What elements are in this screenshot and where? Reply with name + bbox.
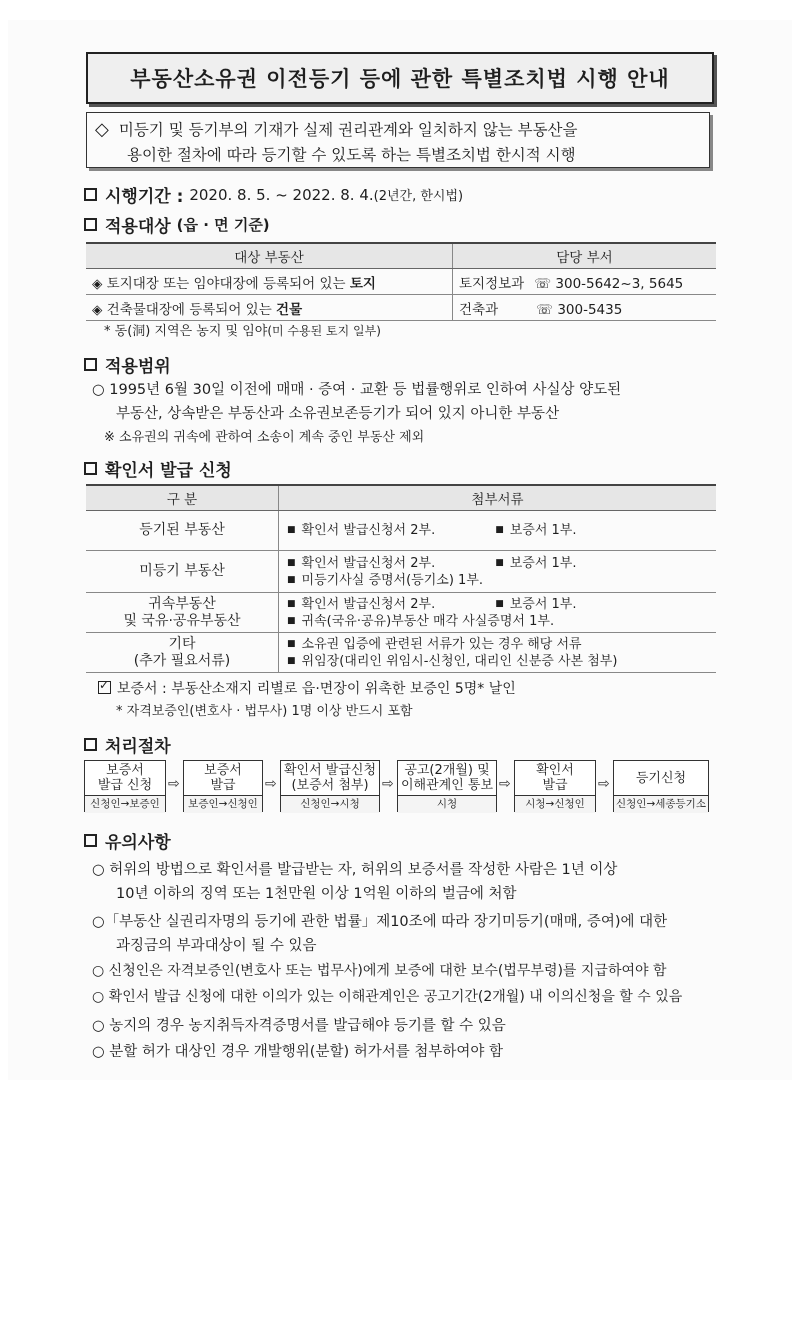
notice-heading: 유의사항: [84, 828, 171, 853]
notice-item-1-cont: 10년 이하의 징역 또는 1천만원 이상 1억원 이하의 벌금에 처함: [116, 886, 517, 902]
table-row: [86, 269, 716, 295]
scope-note: ※ 소유권의 귀속에 관하여 소송이 계속 중인 부동산 제외: [104, 430, 425, 445]
intro-line-2: 용이한 절차에 따라 등기할 수 있도록 하는 특별조치법 한시적 시행: [127, 146, 576, 164]
app-row-1-docs: ■ 확인서 발급신청서 2부. ■ 보증서 1부.: [279, 511, 717, 551]
app-row-4-cat: 기타 (추가 필요서류): [86, 633, 279, 673]
bullet-square-icon: ■: [287, 574, 296, 585]
guarantee-line: ✓보증서 : 부동산소재지 리별로 읍·면장이 위촉한 보증인 5명* 날인: [98, 678, 516, 698]
target-note: * 동(洞) 지역은 농지 및 임야(미 수용된 토지 일부): [104, 324, 381, 339]
period-label: 시행기간 :: [105, 187, 184, 207]
bullet-square-icon: ■: [287, 557, 296, 568]
notice-item-2: ○「부동산 실권리자명의 등기에 관한 법률」제10조에 따라 장기미등기(매매, 증여)에 대한: [92, 914, 668, 930]
app-row-3-cat: 귀속부동산 및 국유·공유부동산: [86, 593, 279, 633]
scope-line-1: ○ 1995년 6월 30일 이전에 매매 · 증여 · 교환 등 법률행위로 인하여 사실상 양도된: [92, 382, 622, 398]
bullet-square-icon: ■: [287, 598, 296, 609]
app-row-2-cat: 미등기 부동산: [86, 551, 279, 593]
process-step-2: 보증서 발급 보증인→신청인: [183, 760, 263, 812]
notice-item-1: ○ 허위의 방법으로 확인서를 발급받는 자, 허위의 보증서를 작성한 사람은 1년 이상: [92, 862, 618, 878]
process-step-5: 확인서 발급 시청→신청인: [514, 760, 596, 812]
app-row-3-docs: ■ 확인서 발급신청서 2부. ■ 보증서 1부. ■ 귀속(국유·공유)부동산 매각 사실증명서 1부.: [279, 593, 717, 633]
target-heading: [84, 212, 270, 237]
process-step-1: 보증서 발급 신청 신청인→보증인: [84, 760, 166, 812]
checkbox-square-icon: [84, 738, 97, 751]
table-row: [86, 593, 716, 633]
application-table: [86, 484, 716, 673]
notice-item-4: ○ 확인서 발급 신청에 대한 이의가 있는 이해관계인은 공고기간(2개월) 내 이의신청을 할 수 있음: [92, 989, 683, 1005]
checkbox-square-icon: [84, 358, 97, 371]
notice-item-2-cont: 과징금의 부과대상이 될 수 있음: [116, 938, 317, 954]
bullet-square-icon: ■: [495, 525, 504, 535]
period-note: (2년간, 한시법): [373, 189, 464, 204]
phone-icon: ☏: [536, 301, 554, 318]
checkbox-square-icon: [84, 462, 97, 475]
target-row-1-dept: 토지정보과 ☏ 300-5642~3, 5645: [453, 269, 717, 295]
bullet-square-icon: ■: [287, 525, 296, 535]
period-heading: [84, 182, 463, 207]
table-row: [86, 633, 716, 673]
arrow-right-icon: ⇨: [168, 776, 180, 792]
app-row-4-docs: ■ 소유권 입증에 관련된 서류가 있는 경우 해당 서류 ■ 위임장(대리인 위임시-신청인, 대리인 신분증 사본 첨부): [279, 633, 717, 673]
scope-heading: 적용범위: [84, 352, 171, 377]
app-col-category: 구 분: [86, 485, 279, 511]
app-row-2-docs: ■ 확인서 발급신청서 2부. ■ 보증서 1부. ■ 미등기사실 증명서(등기소) 1부.: [279, 551, 717, 593]
app-row-1-cat: 등기된 부동산: [86, 511, 279, 551]
intro-text-1: 미등기 및 등기부의 기재가 실제 권리관계와 일치하지 않는 부동산을: [118, 121, 578, 139]
target-row-2-property: ◈ 건축물대장에 등록되어 있는 건물: [86, 295, 453, 321]
table-row: [86, 551, 716, 593]
intro-box: [86, 112, 710, 168]
notice-item-6: ○ 분할 허가 대상인 경우 개발행위(분할) 허가서를 첨부하여야 함: [92, 1044, 504, 1060]
arrow-right-icon: ⇨: [598, 776, 610, 792]
notice-item-3: ○ 신청인은 자격보증인(변호사 또는 법무사)에게 보증에 대한 보수(법무부령)를 지급하여야 함: [92, 963, 667, 979]
application-heading: 확인서 발급 신청: [84, 456, 232, 481]
target-row-2-dept: 건축과 ☏ 300-5435: [453, 295, 717, 321]
bullet-square-icon: ■: [495, 557, 504, 568]
notice-item-5: ○ 농지의 경우 농지취득자격증명서를 발급해야 등기를 할 수 있음: [92, 1018, 506, 1034]
intro-line-1: [95, 117, 699, 143]
phone-icon: ☏: [534, 275, 552, 292]
bullet-square-icon: ■: [287, 638, 296, 649]
guarantee-note: * 자격보증인(변호사 · 법무사) 1명 이상 반드시 포함: [116, 704, 413, 719]
checkbox-square-icon: [84, 188, 97, 201]
page-title: 부동산소유권 이전등기 등에 관한 특별조치법 시행 안내: [86, 52, 714, 104]
period-value: 2020. 8. 5. ~ 2022. 8. 4.: [189, 185, 374, 204]
bullet-square-icon: ■: [287, 655, 296, 666]
scope-line-2: 부동산, 상속받은 부동산과 소유권보존등기가 되어 있지 아니한 부동산: [116, 406, 560, 422]
bullet-square-icon: ■: [287, 615, 296, 626]
checkbox-square-icon: [84, 218, 97, 231]
app-col-docs: 첨부서류: [279, 485, 717, 511]
process-step-4: 공고(2개월) 및 이해관계인 통보 시청: [397, 760, 497, 812]
checked-box-icon: [98, 681, 111, 694]
target-col-dept: 담당 부서: [453, 243, 717, 269]
bullet-square-icon: ■: [495, 598, 504, 609]
checkbox-square-icon: [84, 834, 97, 847]
arrow-right-icon: ⇨: [382, 776, 394, 792]
table-row: [86, 295, 716, 321]
target-table: [86, 242, 716, 321]
process-step-3: 확인서 발급신청 (보증서 첨부) 신청인→시청: [280, 760, 380, 812]
diamond-icon: ◇: [95, 119, 109, 140]
arrow-right-icon: ⇨: [265, 776, 277, 792]
target-col-property: 대상 부동산: [86, 243, 453, 269]
target-heading-sub: (읍 · 면 기준): [176, 216, 270, 234]
arrow-right-icon: ⇨: [499, 776, 511, 792]
process-step-6: 등기신청 신청인→세종등기소: [613, 760, 709, 812]
process-heading: 처리절차: [84, 732, 171, 757]
table-row: [86, 511, 716, 551]
target-row-1-property: ◈ 토지대장 또는 임야대장에 등록되어 있는 토지: [86, 269, 453, 295]
target-heading-label: 적용대상: [105, 217, 171, 237]
